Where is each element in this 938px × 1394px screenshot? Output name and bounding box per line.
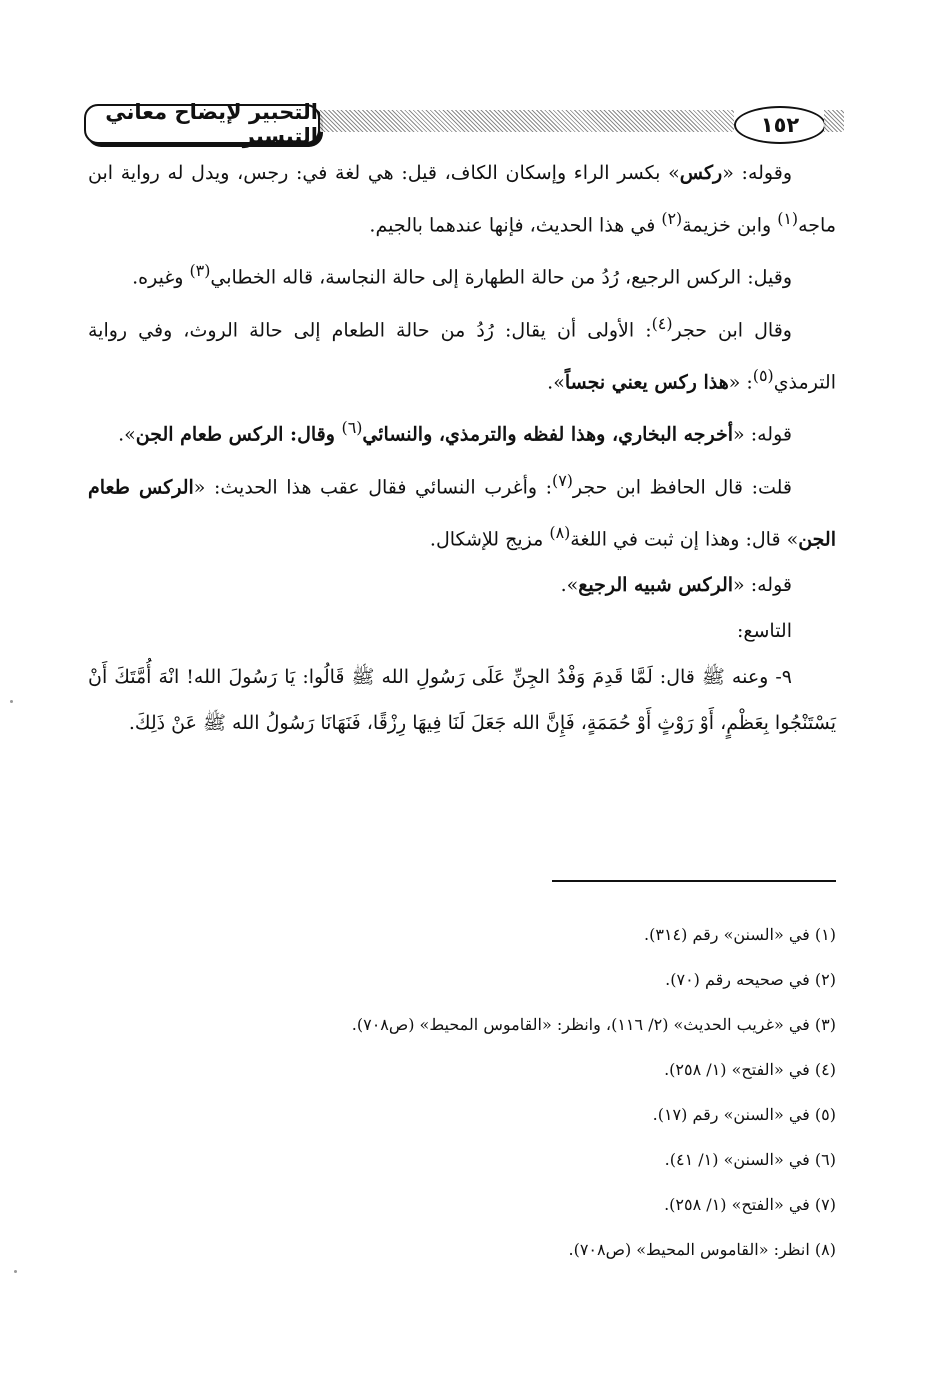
footnote-ref[interactable]: (٨) [549,522,571,542]
footnote: (١) في «السنن» رقم (٣١٤). [644,925,836,944]
hadith-text: ٩- وعنه ﷺ قال: لَمَّا قَدِمَ وَفْدُ الجِنِّ عَلَى رَسُولِ الله ﷺ قَالُوا: يَا رَسُولَ الله! انْهَ أُمَّتَكَ أَنْ يَسْتَنْجُوا بِعَظْمٍ، أَوْ رَوْثٍ أَوْ حُمَمَةٍ، فَإِنَّ الله جَعَلَ لَنَا فِيهَا رِزْقًا، فَنَهَانَا رَسُولُ الله ﷺ عَنْ ذَلِكَ. [88,666,836,735]
paragraph: قوله: «أخرجه البخاري، وهذا لفظه والترمذي، والنسائي$^{(٦)}$ وقال: الركس طعام الجن». [118,418,792,446]
scan-speck [10,700,13,703]
footnote-separator [552,880,836,882]
page-number: ١٥٢ [734,106,826,144]
footnote-ref[interactable]: (٥) [752,365,774,385]
footnote: (٨) انظر: «القاموس المحيط» (ص٧٠٨). [568,1240,836,1259]
footnote: (٦) في «السنن» (١/ ٤١). [664,1150,836,1169]
footnote: (٢) في صحيحه رقم (٧٠). [665,970,836,989]
main-text [88,150,836,746]
running-header [84,100,844,148]
section-label: التاسع: [736,620,792,643]
footnote: (٧) في «الفتح» (١/ ٢٥٨). [664,1195,836,1214]
book-title: التحبير لإيضاح معاني التيسير [84,104,320,144]
header-hatch-edge [824,110,844,132]
footnote-ref[interactable]: (٤) [651,313,673,333]
footnote-ref[interactable]: (٣) [189,261,211,281]
paragraph: قوله: «الركس شبيه الرجيع». [560,574,792,597]
footnote: (٣) في «غريب الحديث» (٢/ ١١٦)، وانظر: «القاموس المحيط» (ص٧٠٨). [351,1015,836,1034]
footnote-ref[interactable]: (١) [777,209,799,228]
header-hatch-band [320,110,734,132]
footnote-ref[interactable]: (٦) [341,418,363,438]
scan-speck [14,1270,17,1273]
footnote: (٥) في «السنن» رقم (١٧). [652,1105,836,1124]
footnote: (٤) في «الفتح» (١/ ٢٥٨). [664,1060,836,1079]
paragraph: وقيل: الركس الرجيع، رُدُ من حالة الطهارة إلى حالة النجاسة، قاله الخطابي$^{(٣)}$ وغيره. [132,261,792,289]
footnotes [88,912,836,1272]
paragraph: وقال ابن حجر$^{(٤)}$: الأولى أن يقال: رُدُ من حالة الطعام إلى حالة الروث، وفي رواية الترمذي$^{(٥)}$: «هذا ركس يعني نجساً». [88,313,836,394]
paragraph: قلت: قال الحافظ ابن حجر$^{(٧)}$: وأغرب النسائي فقال عقب هذا الحديث: «الركس طعام الجن» قال: وهذا إن ثبت في اللغة$^{(٨)}$ مزيج للإشكال. [88,470,836,551]
paragraph: وقوله: «ركس» بكسر الراء وإسكان الكاف، قيل: هي لغة في: رجس، ويدل له رواية ابن ماجه$^{(١)}$ وابن خزيمة$^{(٢)}$ في هذا الحديث، فإنها عندهما بالجيم. [88,162,836,237]
footnote-ref[interactable]: (٢) [661,209,683,228]
footnote-ref[interactable]: (٧) [552,470,573,490]
